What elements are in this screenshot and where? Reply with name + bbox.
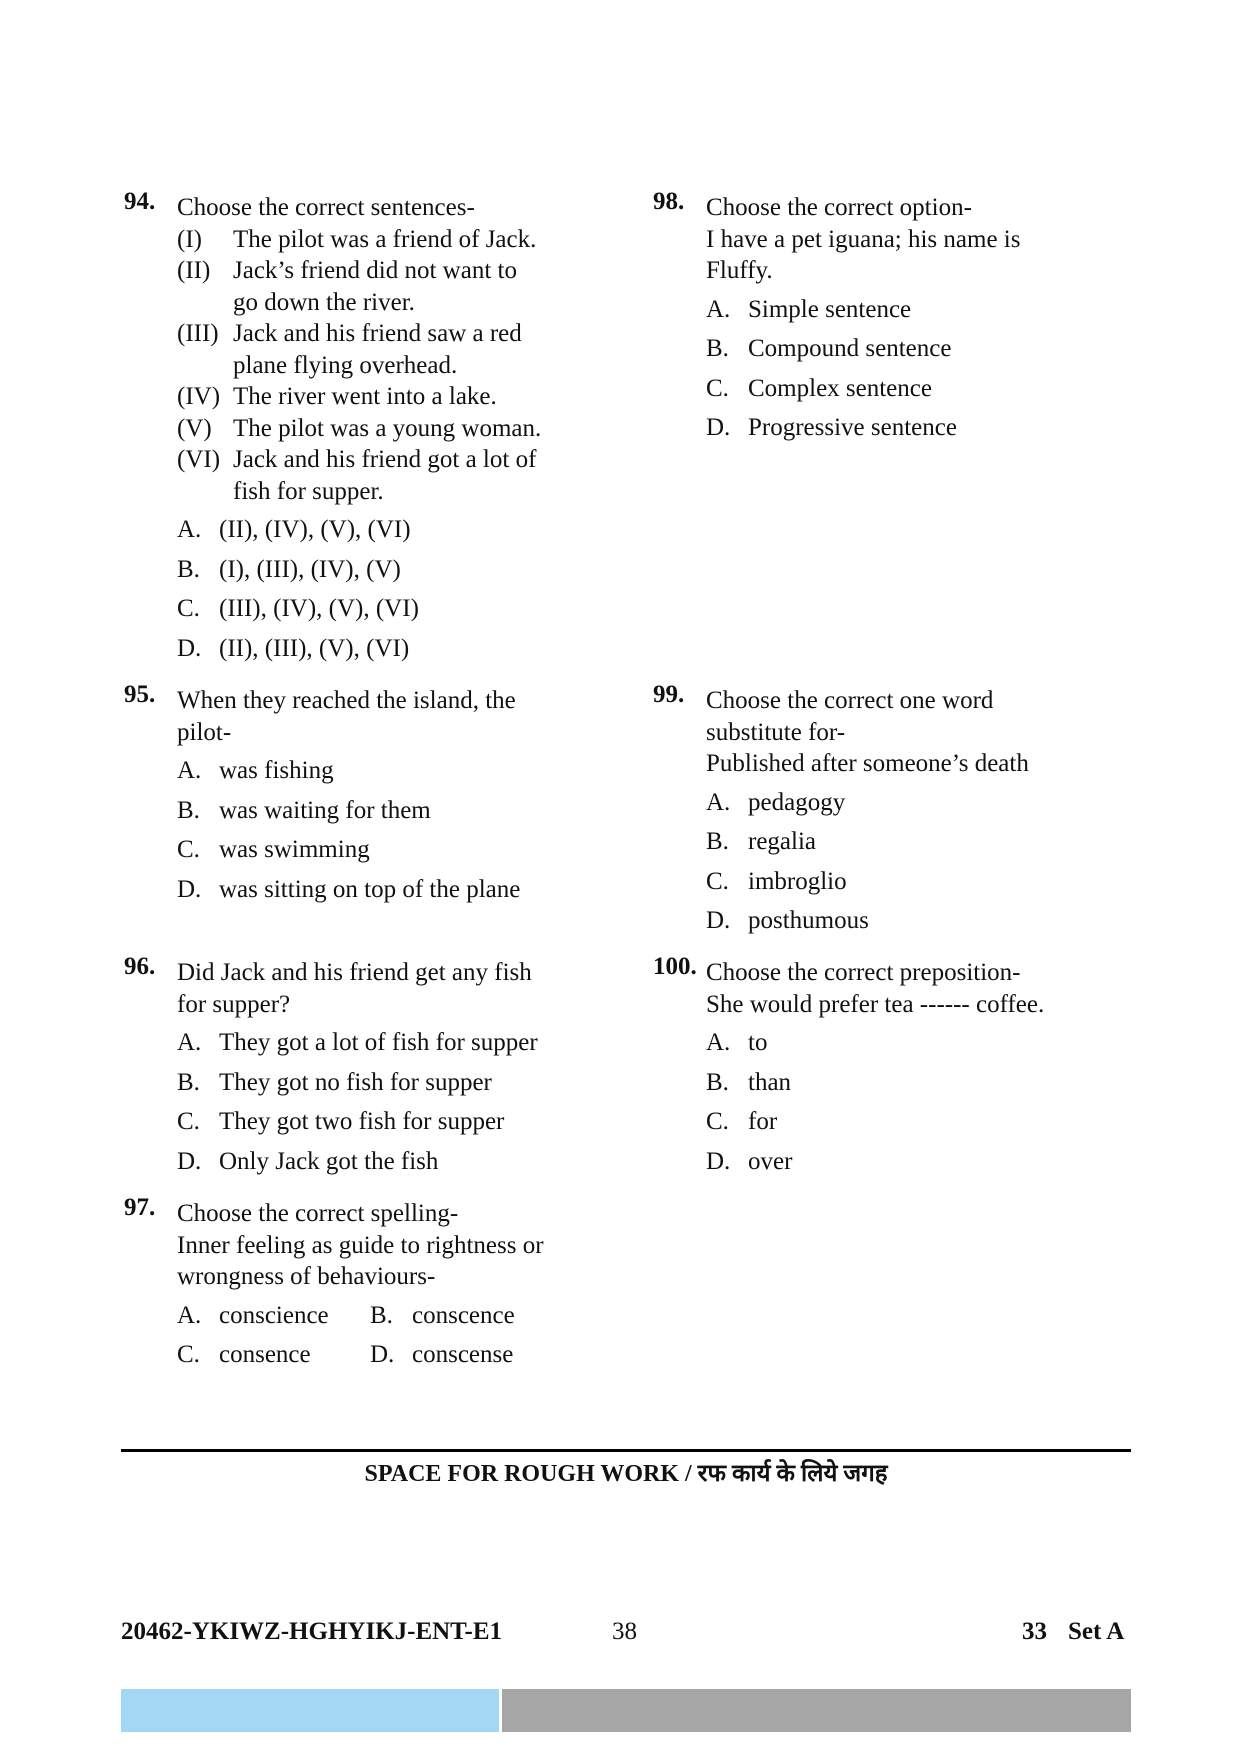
page-number: 38 <box>612 1618 637 1645</box>
option-a[interactable] <box>706 783 1176 823</box>
option-c[interactable] <box>177 1102 647 1142</box>
option-text: (II), (IV), (V), (VI) <box>219 516 411 543</box>
option-letter: D. <box>177 634 202 662</box>
option-letter: D. <box>706 907 731 934</box>
option-letter: C. <box>177 1341 200 1368</box>
question-stem: I have a pet iguana; his name is <box>706 225 1021 253</box>
option-letter: C. <box>706 1108 729 1135</box>
question-stem: When they reached the island, the <box>177 687 516 714</box>
statement-numeral <box>177 350 233 382</box>
option-d[interactable] <box>706 901 1176 941</box>
footer-bar-gray <box>502 1689 1131 1732</box>
statement-text: go down the river. <box>233 288 415 316</box>
option-text: pedagogy <box>748 788 846 816</box>
option-text: (III), (IV), (V), (VI) <box>219 595 419 622</box>
option-letter: A. <box>706 1029 731 1056</box>
question-stem: Fluffy. <box>706 257 773 284</box>
question-stem: Choose the correct spelling- <box>177 1200 459 1227</box>
statement-text: The pilot was a friend of Jack. <box>233 225 537 253</box>
question-stem: She would prefer tea ------ coffee. <box>706 990 1045 1018</box>
question-97 <box>124 1194 647 1375</box>
question-96 <box>124 953 647 1181</box>
statement-text: Jack’s friend did not want to <box>233 257 517 284</box>
question-stem: Inner feeling as guide to rightness or <box>177 1231 544 1259</box>
question-stem: Did Jack and his friend get any fish <box>177 959 532 986</box>
option-letter: C. <box>177 595 200 622</box>
option-letter: D. <box>706 1147 731 1175</box>
option-text: to <box>748 1029 768 1056</box>
answer-options <box>706 290 1176 448</box>
question-number: 96. <box>124 953 156 980</box>
option-text: They got a lot of fish for supper <box>219 1029 538 1056</box>
option-b[interactable] <box>370 1296 647 1336</box>
option-b[interactable] <box>177 791 647 831</box>
option-letter: B. <box>706 335 729 362</box>
option-text: conscence <box>412 1301 515 1329</box>
option-text: They got no fish for supper <box>219 1068 492 1096</box>
option-text: posthumous <box>748 907 869 934</box>
option-text: conscience <box>219 1301 329 1329</box>
option-c[interactable] <box>706 1102 1176 1142</box>
answer-options <box>177 1296 647 1375</box>
statement-text: Jack and his friend saw a red <box>233 320 522 347</box>
option-letter: B. <box>706 1068 729 1096</box>
answer-options <box>177 510 647 668</box>
option-text: was fishing <box>219 757 334 784</box>
option-a[interactable] <box>177 510 647 550</box>
statement-numeral: (II) <box>177 257 211 284</box>
option-c[interactable] <box>706 369 1176 409</box>
question-stem: Choose the correct option- <box>706 194 972 221</box>
question-94 <box>124 188 647 668</box>
option-a[interactable] <box>177 751 647 791</box>
statement-numeral: (I) <box>177 225 202 253</box>
option-text: Progressive sentence <box>748 414 957 441</box>
option-letter: C. <box>177 836 200 863</box>
option-text: Only Jack got the fish <box>219 1147 439 1175</box>
option-letter: D. <box>370 1341 395 1368</box>
question-stem: Choose the correct sentences- <box>177 194 475 221</box>
statement <box>177 413 647 445</box>
answer-options <box>177 1023 647 1181</box>
question-99 <box>653 681 1176 941</box>
option-text: consence <box>219 1341 311 1368</box>
statement-text: plane flying overhead. <box>233 351 458 379</box>
statement-numeral: (V) <box>177 414 212 442</box>
question-number: 99. <box>653 681 685 708</box>
question-stem: wrongness of behaviours- <box>177 1263 436 1290</box>
statement <box>177 381 647 413</box>
option-text: (I), (III), (IV), (V) <box>219 555 401 583</box>
option-a[interactable] <box>177 1023 647 1063</box>
option-text: They got two fish for supper <box>219 1108 505 1135</box>
statement-text: The river went into a lake. <box>233 383 497 410</box>
option-b[interactable] <box>177 1063 647 1103</box>
option-letter: A. <box>177 1301 202 1329</box>
question-number: 97. <box>124 1194 156 1221</box>
question-100 <box>653 953 1176 1181</box>
option-d[interactable] <box>177 870 647 910</box>
statement-text: fish for supper. <box>233 477 384 505</box>
option-letter: A. <box>177 757 202 784</box>
option-b[interactable] <box>177 550 647 590</box>
option-text: over <box>748 1147 793 1175</box>
statement-numeral <box>177 287 233 319</box>
statement <box>177 255 647 287</box>
statement-text: The pilot was a young woman. <box>233 414 542 442</box>
question-number: 94. <box>124 188 156 215</box>
option-d[interactable] <box>370 1335 647 1375</box>
option-c[interactable] <box>706 862 1176 902</box>
option-text: Simple sentence <box>748 295 912 323</box>
option-text: for <box>748 1108 778 1135</box>
option-a[interactable] <box>706 290 1176 330</box>
question-number: 95. <box>124 681 156 708</box>
question-stem: pilot- <box>177 718 232 746</box>
question-stem: for supper? <box>177 990 291 1018</box>
option-letter: B. <box>706 828 729 855</box>
statement-numeral <box>177 476 233 508</box>
option-c[interactable] <box>177 589 647 629</box>
option-d[interactable] <box>706 1142 1176 1182</box>
statement <box>177 350 647 382</box>
answer-options <box>177 751 647 909</box>
option-text: conscense <box>412 1341 514 1368</box>
statement <box>177 444 647 476</box>
option-letter: D. <box>177 1147 202 1175</box>
rough-work-heading: SPACE FOR ROUGH WORK / रफ कार्य के लिये जगह <box>364 1461 888 1487</box>
option-text: was waiting for them <box>219 796 431 824</box>
option-c[interactable] <box>177 1335 370 1375</box>
option-d[interactable] <box>706 408 1176 448</box>
statement <box>177 318 647 350</box>
question-stem: Published after someone’s death <box>706 750 1029 777</box>
option-letter: D. <box>706 414 731 441</box>
question-98 <box>653 188 1176 448</box>
option-text: Compound sentence <box>748 335 952 362</box>
option-d[interactable] <box>177 629 647 669</box>
option-text: (II), (III), (V), (VI) <box>219 634 410 662</box>
option-text: Complex sentence <box>748 374 932 402</box>
statement-numeral: (IV) <box>177 383 221 410</box>
option-letter: A. <box>177 1029 202 1056</box>
option-letter: A. <box>706 788 731 816</box>
question-number: 98. <box>653 188 685 215</box>
option-letter: B. <box>177 796 200 824</box>
option-letter: C. <box>177 1108 200 1135</box>
set-number: 33 <box>1022 1618 1047 1645</box>
option-b[interactable] <box>706 329 1176 369</box>
option-text: than <box>748 1068 792 1096</box>
option-text: was swimming <box>219 836 370 863</box>
option-letter: A. <box>706 295 731 323</box>
option-d[interactable] <box>177 1142 647 1182</box>
statement-text: Jack and his friend got a lot of <box>233 446 537 473</box>
option-letter: D. <box>177 875 202 903</box>
statement <box>177 224 647 256</box>
question-stem: Choose the correct preposition- <box>706 959 1021 986</box>
set-label: Set A <box>1068 1618 1125 1645</box>
question-95 <box>124 681 647 909</box>
option-letter: C. <box>706 867 729 895</box>
statement <box>177 476 647 508</box>
option-b[interactable] <box>706 822 1176 862</box>
option-letter: C. <box>706 374 729 402</box>
divider-line <box>121 1449 1131 1452</box>
answer-options <box>706 783 1176 941</box>
option-text: regalia <box>748 828 817 855</box>
option-letter: A. <box>177 516 202 543</box>
paper-code: 20462-YKIWZ-HGHYIKJ-ENT-E1 <box>121 1618 503 1645</box>
option-letter: B. <box>177 1068 200 1096</box>
option-c[interactable] <box>177 830 647 870</box>
option-a[interactable] <box>706 1023 1176 1063</box>
option-a[interactable] <box>177 1296 370 1336</box>
question-stem: substitute for- <box>706 718 846 746</box>
statement <box>177 287 647 319</box>
question-number: 100. <box>653 953 697 980</box>
answer-options <box>706 1023 1176 1181</box>
option-letter: B. <box>177 555 200 583</box>
statement-numeral: (VI) <box>177 446 221 473</box>
question-stem: Choose the correct one word <box>706 687 994 714</box>
footer-bar-blue <box>121 1689 499 1732</box>
option-text: was sitting on top of the plane <box>219 875 521 903</box>
option-text: imbroglio <box>748 867 847 895</box>
option-b[interactable] <box>706 1063 1176 1103</box>
option-letter: B. <box>370 1301 393 1329</box>
statement-numeral: (III) <box>177 320 219 347</box>
